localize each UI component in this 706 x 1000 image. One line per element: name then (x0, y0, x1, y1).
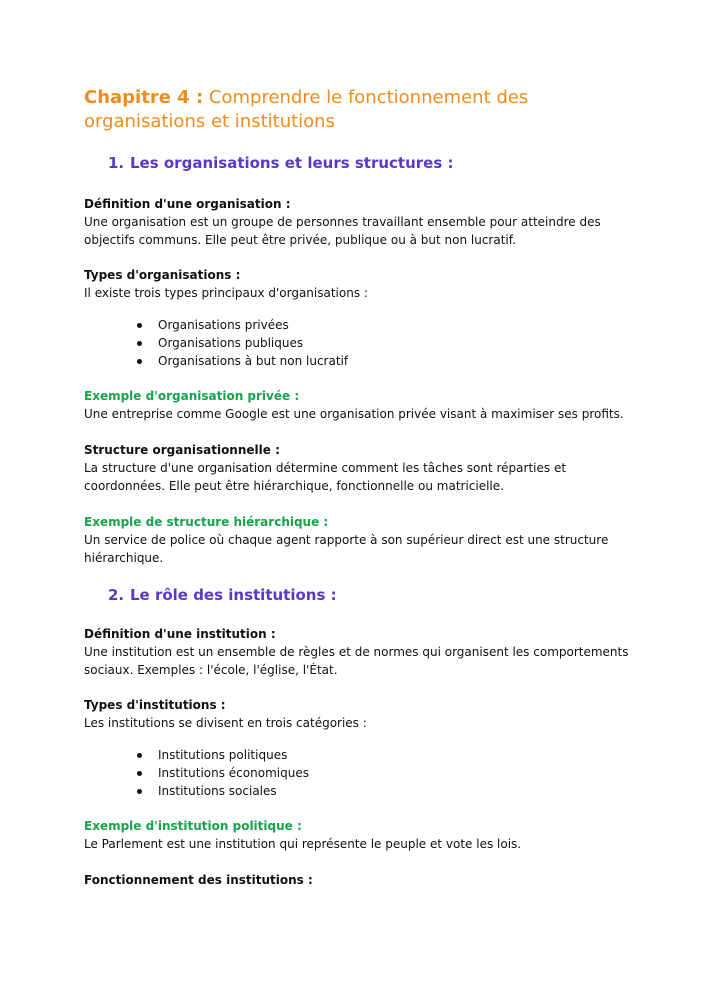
structure-label: Structure organisationnelle : (84, 443, 280, 457)
definition-text: Une institution est un ensemble de règles et de normes qui organisent les comportements sociaux. Exemples : l'école, l'église, l'État. (84, 645, 629, 677)
definition-block (84, 625, 644, 679)
list-item: Institutions économiques (132, 764, 644, 782)
section-heading-institutions (108, 585, 644, 605)
example-text: Une entreprise comme Google est une organisation privée visant à maximiser ses profits. (84, 407, 624, 421)
structure-block (84, 441, 644, 495)
example-label: Exemple d'organisation privée : (84, 389, 300, 403)
functioning-label: Fonctionnement des institutions : (84, 873, 313, 887)
definition-block (84, 195, 644, 249)
definition-label: Définition d'une institution : (84, 627, 276, 641)
types-block (84, 696, 644, 800)
document-page (84, 86, 644, 889)
example-text: Le Parlement est une institution qui représente le peuple et vote les lois. (84, 837, 522, 851)
list-item: Institutions sociales (132, 782, 644, 800)
types-intro: Les institutions se divisent en trois catégories : (84, 716, 367, 730)
types-label: Types d'organisations : (84, 268, 241, 282)
types-list (84, 746, 644, 800)
chapter-title-text: Comprendre le fonctionnement des organisations et institutions (84, 87, 529, 132)
example-label: Exemple d'institution politique : (84, 819, 302, 833)
functioning-block (84, 871, 644, 889)
list-item: Organisations privées (132, 316, 644, 334)
types-block (84, 266, 644, 370)
section-title: Le rôle des institutions : (130, 586, 337, 604)
example-text: Un service de police où chaque agent rapporte à son supérieur direct est une structure hiérarchique. (84, 533, 609, 565)
list-item: Organisations publiques (132, 334, 644, 352)
structure-text: La structure d'une organisation détermine comment les tâches sont réparties et coordonnées. Elle peut être hiérarchique, fonctionnelle ou matricielle. (84, 461, 567, 493)
example-label: Exemple de structure hiérarchique : (84, 515, 329, 529)
chapter-title (84, 86, 644, 134)
list-item: Organisations à but non lucratif (132, 352, 644, 370)
example-block (84, 513, 644, 567)
definition-text: Une organisation est un groupe de personnes travaillant ensemble pour atteindre des objectifs communs. Elle peut être privée, publique ou à but non lucratif. (84, 215, 601, 247)
chapter-prefix: Chapitre 4 : (84, 87, 204, 108)
definition-label: Définition d'une organisation : (84, 197, 291, 211)
section-number: 1. (108, 154, 125, 172)
example-block (84, 387, 644, 423)
types-intro: Il existe trois types principaux d'organisations : (84, 286, 368, 300)
section-heading-organisations (108, 153, 644, 173)
example-block (84, 817, 644, 853)
types-list (84, 316, 644, 370)
types-label: Types d'institutions : (84, 698, 226, 712)
section-number: 2. (108, 586, 125, 604)
section-title: Les organisations et leurs structures : (130, 154, 454, 172)
list-item: Institutions politiques (132, 746, 644, 764)
